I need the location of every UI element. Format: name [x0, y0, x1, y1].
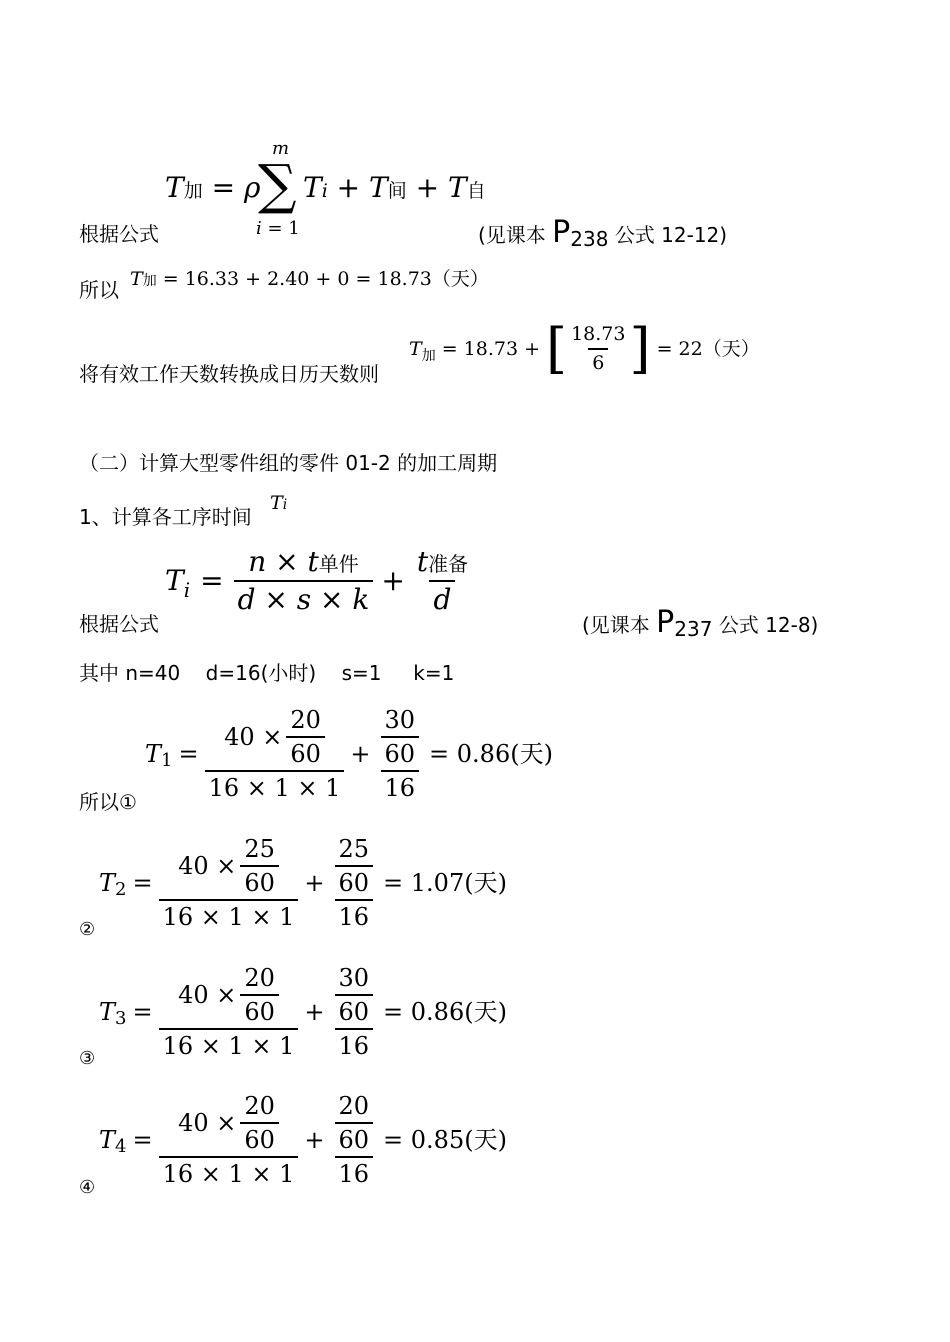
ceil-bracket-left: [ [546, 317, 568, 380]
calc-prep-numerator: 20 [338, 1092, 370, 1120]
calc-fraction-main [159, 1094, 299, 1186]
calc-result: = 0.86(天) [429, 740, 553, 768]
calc-prep-numerator: 30 [338, 964, 370, 992]
calc-prep-fraction [335, 966, 374, 1024]
calc-time-denominator: 60 [240, 865, 279, 895]
calc-n-times: 40 × [178, 852, 237, 880]
calc-time-numerator: 20 [244, 1092, 275, 1120]
calc-n-times: 40 × [178, 981, 237, 1009]
calc-T-subscript: 4 [115, 1136, 127, 1157]
calc-prep-numerator: 30 [384, 706, 416, 734]
calc-T-subscript: 3 [115, 1008, 127, 1029]
formula-right-terms: Ti + T间 + T自 [303, 171, 486, 204]
formula-main-row: T加 = ρ [165, 171, 261, 204]
calc-equals: = [132, 1126, 153, 1154]
step1-symbol: Ti [270, 492, 288, 514]
calc-fraction-main-denominator: 16 × 1 × 1 [159, 1156, 299, 1186]
formula-sum-bottom: i = 1 [256, 218, 300, 239]
convert-label: 将有效工作天数转换成日历天数则 [79, 362, 379, 386]
calc-prep-fraction [335, 837, 374, 895]
calc-fraction-main-numerator [220, 708, 329, 770]
calc-equation [99, 837, 507, 929]
calc-T-symbol: T [99, 998, 116, 1026]
calc-plus: + [350, 740, 371, 768]
formula2-reference: (见课本 P237 公式 12-8) [582, 605, 819, 641]
calc-prep-fraction [335, 1094, 374, 1152]
section-heading: （二）计算大型零件组的零件 01-2 的加工周期 [79, 451, 498, 475]
calc-equation [99, 966, 507, 1058]
calc-fraction-prep [331, 966, 378, 1058]
calc-fraction-main-numerator [174, 837, 283, 899]
calc-fraction-prep-numerator [331, 966, 378, 1028]
calc-prep-denominator: 60 [335, 994, 374, 1024]
calc-fraction-prep-denominator: 16 [335, 899, 374, 929]
parameters-line: 其中 n=40 d=16(小时) s=1 k=1 [79, 661, 455, 685]
calc-fraction-prep-numerator [331, 837, 378, 899]
step1-label: 1、计算各工序时间 [79, 505, 252, 529]
calc-time-numerator: 20 [290, 706, 321, 734]
formula-sum-top: m [272, 138, 290, 159]
formula2-label: 根据公式 [79, 612, 159, 636]
calc-fraction-prep [377, 708, 424, 800]
calc-plus: + [304, 998, 325, 1026]
calc-T-subscript: 1 [161, 750, 173, 771]
calc-T-symbol: T [99, 1126, 116, 1154]
ceil-bracket-right: ] [629, 317, 651, 380]
calc-fraction-prep-denominator: 16 [381, 770, 420, 800]
calc-time-fraction [240, 966, 279, 1024]
calc-prep-denominator: 60 [335, 865, 374, 895]
calc-fraction-main-numerator [174, 1094, 283, 1156]
calc-result: = 0.85(天) [383, 1126, 507, 1154]
calc-label: ④ [79, 1177, 96, 1198]
calc-time-fraction [240, 1094, 279, 1152]
calc-equation [99, 1094, 507, 1186]
formula1-label: 根据公式 [79, 222, 159, 246]
so-expression: T加 = 16.33 + 2.40 + 0 = 18.73（天） [130, 268, 489, 290]
calc-fraction-prep [331, 1094, 378, 1186]
calc-equation [145, 708, 553, 800]
calc-fraction-main-denominator: 16 × 1 × 1 [159, 899, 299, 929]
calc-plus: + [304, 869, 325, 897]
formula2-main: T i = $\frac{\text{n × t单件}}{d \times s \times k}$ + $\frac{\text{t准备}}{d}$ [165, 548, 472, 614]
so-label: 所以 [79, 278, 119, 302]
calc-time-fraction [286, 708, 325, 766]
calc-time-numerator: 25 [244, 835, 275, 863]
formula2-fraction-2: $\frac{\text{t准备}}{d}$ [416, 545, 469, 616]
calc-n-times: 40 × [224, 723, 283, 751]
calc-time-numerator: 20 [244, 964, 275, 992]
calc-n-times: 40 × [178, 1109, 237, 1137]
calc-T-symbol: T [145, 740, 162, 768]
calc-result: = 0.86(天) [383, 998, 507, 1026]
convert-fraction: $\frac{18.73}{6}$ [571, 323, 626, 374]
calc-plus: + [304, 1126, 325, 1154]
convert-expression: T 加 = 18.73 + [ $\frac{18.73}{6}$ ] = 22（天） [409, 317, 760, 380]
calc-T-subscript: 2 [115, 879, 127, 900]
calc-fraction-main [205, 708, 345, 800]
calc-fraction-main-denominator: 16 × 1 × 1 [159, 1028, 299, 1058]
calc-fraction-main [159, 966, 299, 1058]
calc-label: 所以① [79, 790, 137, 814]
calc-equals: = [132, 998, 153, 1026]
calc-prep-fraction [381, 708, 420, 766]
calc-label: ③ [79, 1048, 96, 1069]
calc-fraction-main-numerator [174, 966, 283, 1028]
calc-fraction-prep [331, 837, 378, 929]
calc-equals: = [178, 740, 199, 768]
calc-time-denominator: 60 [286, 736, 325, 766]
calc-time-denominator: 60 [240, 994, 279, 1024]
calc-fraction-prep-denominator: 16 [335, 1028, 374, 1058]
calc-label: ② [79, 919, 96, 940]
calc-fraction-prep-numerator [377, 708, 424, 770]
calc-T-symbol: T [99, 869, 116, 897]
calc-prep-numerator: 25 [338, 835, 370, 863]
formula-sum-symbol: ∑ [258, 153, 297, 216]
calc-fraction-main-denominator: 16 × 1 × 1 [205, 770, 345, 800]
calc-fraction-prep-numerator [331, 1094, 378, 1156]
calc-time-fraction [240, 837, 279, 895]
calc-fraction-main [159, 837, 299, 929]
calc-prep-denominator: 60 [381, 736, 420, 766]
calc-prep-denominator: 60 [335, 1122, 374, 1152]
formula1-reference: (见课本 P238 公式 12-12) [478, 215, 728, 251]
calc-result: = 1.07(天) [383, 869, 507, 897]
calc-fraction-prep-denominator: 16 [335, 1156, 374, 1186]
formula2-fraction-1: $\frac{\text{n × t单件}}{d \times s \times k}$ [234, 548, 374, 614]
calc-time-denominator: 60 [240, 1122, 279, 1152]
calc-equals: = [132, 869, 153, 897]
